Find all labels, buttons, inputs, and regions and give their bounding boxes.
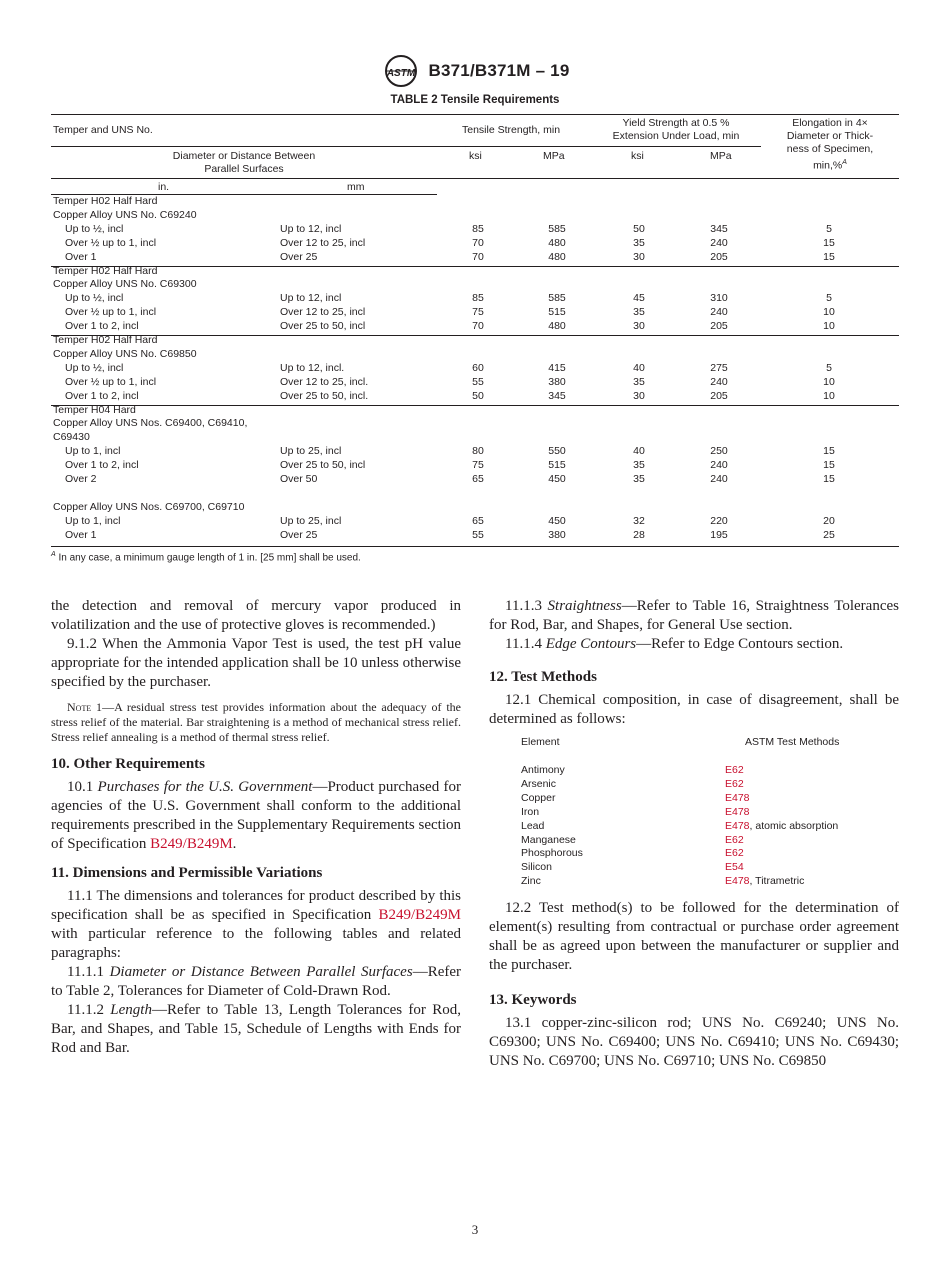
section-13-heading: 13. Keywords: [489, 992, 577, 1008]
note-1: Note 1—A residual stress test provides information about the adequacy of the stress relief of the material. Bar straightening is a method of mechanical stress relief. Stress relief annealing is a method of thermal stress relief.: [51, 700, 461, 744]
element-name: Zinc: [521, 875, 541, 888]
header-tensile: Tensile Strength, min: [462, 124, 561, 136]
header-elong-line4: min,%$^A$: [813, 159, 847, 172]
element-header: Element: [521, 736, 560, 748]
table-cell-ts-ksi: 85: [472, 222, 484, 235]
table-group-label: Temper H04 Hard: [53, 403, 136, 416]
table-group-label: Copper Alloy UNS No. C69240: [53, 208, 197, 221]
table-cell-ts-ksi: 70: [472, 250, 484, 263]
table-cell-mm: Over 25 to 50, incl: [280, 459, 366, 472]
table-cell-ys-ksi: 30: [633, 389, 645, 402]
table-cell-ys-ksi: 35: [633, 375, 645, 388]
section-11-heading: 11. Dimensions and Permissible Variations: [51, 865, 323, 881]
astm-logo-text: ASTM: [386, 68, 415, 79]
table-cell-ys-mpa: 240: [710, 236, 728, 249]
table-cell-elong: 5: [826, 222, 832, 235]
table-cell-ys-ksi: 32: [633, 514, 645, 527]
header-ys-ksi: ksi: [631, 150, 644, 162]
table-cell-mm: Over 12 to 25, incl: [280, 306, 366, 319]
table-cell-elong: 10: [823, 320, 835, 333]
table-cell-ts-ksi: 55: [472, 375, 484, 388]
element-name: Iron: [521, 805, 540, 818]
element-row: [521, 791, 901, 805]
table-cell-ys-mpa: 310: [710, 292, 728, 305]
header-yield-line1: Yield Strength at 0.5 %: [622, 117, 730, 129]
table-cell-ys-mpa: 250: [710, 445, 728, 458]
paragraph-10-1: 10.1 Purchases for the U.S. Government—Product purchased for agencies of the U.S. Government shall conform to the additional requirements prescribed in the Supplementary Requirements section of Specification B249/B249M.: [51, 779, 461, 852]
table-cell-in: Up to ½, incl: [65, 292, 124, 305]
element-row: [521, 805, 901, 819]
table-cell-ys-mpa: 345: [710, 222, 728, 235]
section-10-heading: 10. Other Requirements: [51, 756, 206, 772]
test-method-extra: , Titrametric: [749, 875, 805, 888]
table-cell-ys-mpa: 205: [710, 250, 728, 263]
table-cell-ys-ksi: 40: [633, 361, 645, 374]
header-ts-ksi: ksi: [469, 150, 482, 162]
table-cell-mm: Up to 25, incl: [280, 514, 342, 527]
element-method: [725, 791, 750, 805]
header-diameter-line1: Diameter or Distance Between: [172, 150, 316, 162]
table-cell-in: Over ½ up to 1, incl: [65, 375, 157, 388]
table-cell-elong: 5: [826, 361, 832, 374]
table-cell-in: Over 1 to 2, incl: [65, 389, 139, 402]
page-header: [0, 54, 950, 88]
header-elong-line1: Elongation in 4×: [792, 117, 868, 129]
table-cell-ts-ksi: 65: [472, 514, 484, 527]
element-name: Lead: [521, 819, 545, 832]
table-cell-ys-mpa: 240: [710, 306, 728, 319]
table-cell-ts-mpa: 415: [548, 361, 566, 374]
table-rule-header-mid: [51, 146, 761, 147]
table-cell-in: Up to ½, incl: [65, 361, 124, 374]
table-cell-in: Over 1 to 2, incl: [65, 459, 139, 472]
paragraph-12-2: 12.2 Test method(s) to be followed for the determination of element(s) resulting from contractual or purchase order agreement shall be as agreed upon between the manufacturer or supplier and the purchaser.: [489, 900, 899, 973]
table-cell-ys-ksi: 45: [633, 292, 645, 305]
table-cell-in: Over 1: [65, 250, 97, 263]
table-cell-elong: 10: [823, 389, 835, 402]
table-cell-ys-mpa: 205: [710, 389, 728, 402]
table-group-label: C69430: [53, 431, 90, 444]
element-name: Phosphorous: [521, 847, 583, 860]
table-cell-ts-mpa: 480: [548, 236, 566, 249]
table-group-divider: [51, 335, 899, 336]
table-cell-in: Over ½ up to 1, incl: [65, 306, 157, 319]
element-row: [521, 846, 901, 860]
link-b249-2[interactable]: B249/B249M: [378, 907, 461, 923]
table-cell-ts-ksi: 55: [472, 528, 484, 541]
test-method-link[interactable]: E62: [725, 847, 744, 860]
table-cell-ys-ksi: 40: [633, 445, 645, 458]
paragraph-13-1: 13.1 copper-zinc-silicon rod; UNS No. C69240; UNS No. C69300; UNS No. C69400; UNS No. C69410; UNS No. C69430; UNS No. C69700; UNS No. C69710; UNS No. C69850: [489, 1015, 899, 1069]
element-method: [725, 874, 804, 888]
paragraph-9-1-2: 9.1.2 When the Ammonia Vapor Test is used, the test pH value appropriate for the intended application shall be 10 unless otherwise specified by the purchaser.: [51, 636, 461, 690]
header-elong-line2: Diameter or Thick-: [786, 130, 874, 142]
table-cell-mm: Over 12 to 25, incl.: [280, 375, 369, 388]
element-methods-table: [521, 735, 899, 891]
astm-logo-icon: [381, 54, 421, 88]
table-group-label: Copper Alloy UNS No. C69850: [53, 347, 197, 360]
table-cell-ys-ksi: 35: [633, 236, 645, 249]
test-method-link[interactable]: E478: [725, 819, 750, 832]
element-method: [725, 805, 750, 819]
page-number: 3: [471, 1222, 479, 1237]
table-cell-ts-ksi: 65: [472, 473, 484, 485]
table-cell-ts-ksi: 80: [472, 445, 484, 458]
table-cell-in: Up to 1, incl: [65, 445, 121, 458]
element-method: [725, 833, 744, 847]
table-cell-mm: Over 25 to 50, incl: [280, 320, 366, 333]
table-cell-ys-mpa: 240: [710, 375, 728, 388]
methods-header: ASTM Test Methods: [745, 736, 840, 748]
table-cell-in: Over 2: [65, 473, 97, 485]
table-cell-ts-mpa: 450: [548, 473, 566, 485]
table-cell-ys-mpa: 205: [710, 320, 728, 333]
paragraph-12-1: 12.1 Chemical composition, in case of disagreement, shall be determined as follows:: [489, 692, 899, 727]
table-cell-ys-ksi: 50: [633, 222, 645, 235]
table-group-label: Copper Alloy UNS Nos. C69700, C69710: [53, 500, 245, 513]
table-cell-ts-ksi: 70: [472, 320, 484, 333]
table-cell-ts-ksi: 50: [472, 389, 484, 402]
table-cell-ts-ksi: 85: [472, 292, 484, 305]
section-12-heading: 12. Test Methods: [489, 669, 597, 685]
element-method: [725, 763, 744, 777]
table-title: TABLE 2 Tensile Requirements: [390, 94, 560, 106]
table-cell-ts-ksi: 70: [472, 236, 484, 249]
table-cell-ts-mpa: 480: [548, 320, 566, 333]
table-cell-elong: 15: [823, 473, 835, 485]
paragraph-continuation: the detection and removal of mercury vapor produced in volatilization and the use of protective gloves is recommended.): [51, 598, 461, 633]
table-cell-in: Over 1: [65, 528, 97, 541]
element-method: [725, 846, 744, 860]
table-cell-elong: 15: [823, 250, 835, 263]
paragraph-11-1: 11.1 The dimensions and tolerances for product described by this specification shall be as specified in Specification B249/B249M with particular reference to the following tables and related paragraphs:: [51, 888, 461, 961]
document-id: B371/B371M – 19: [428, 61, 570, 80]
table-rule-header-bottom: [51, 178, 899, 179]
paragraph-11-1-1: 11.1.1 Diameter or Distance Between Parallel Surfaces—Refer to Table 2, Tolerances for Diameter of Cold-Drawn Rod.: [51, 964, 461, 999]
element-name: Copper: [521, 791, 556, 804]
table-cell-mm: Up to 12, incl: [280, 292, 342, 305]
table-group-label: Temper H02 Half Hard: [53, 264, 158, 277]
table-cell-ts-mpa: 380: [548, 528, 566, 541]
table-cell-in: Over ½ up to 1, incl: [65, 236, 157, 249]
test-method-link[interactable]: E62: [725, 764, 744, 776]
element-row: [521, 819, 901, 833]
table-rule-top: [51, 114, 899, 115]
header-elong-line3: ness of Specimen,: [786, 143, 874, 155]
table-cell-ts-mpa: 380: [548, 375, 566, 388]
header-diameter-line2: Parallel Surfaces: [204, 163, 284, 175]
table-cell-ys-mpa: 275: [710, 361, 728, 374]
table-cell-mm: Up to 25, incl: [280, 445, 342, 458]
table-cell-ys-ksi: 30: [633, 250, 645, 263]
table-footnote: $^A$ In any case, a minimum gauge length of 1 in. [25 mm] shall be used.: [51, 551, 361, 564]
header-in: in.: [158, 181, 170, 193]
table-cell-mm: Over 25: [280, 528, 318, 541]
table-cell-ts-ksi: 75: [472, 459, 484, 472]
table-cell-ts-ksi: 75: [472, 306, 484, 319]
left-column: [51, 597, 461, 1058]
table-cell-ys-mpa: 195: [710, 528, 728, 541]
table-group-label: Copper Alloy UNS Nos. C69400, C69410,: [53, 417, 248, 430]
element-row: [521, 874, 901, 888]
right-column: [489, 597, 899, 1071]
table-cell-ys-ksi: 30: [633, 320, 645, 333]
paragraph-11-1-2: 11.1.2 Length—Refer to Table 13, Length Tolerances for Rod, Bar, and Shapes, and Table 15, Schedule of Lengths with Ends for Rod and Bar.: [51, 1002, 461, 1056]
table-cell-ys-ksi: 28: [633, 528, 645, 541]
table-cell-ts-mpa: 550: [548, 445, 566, 458]
table-cell-ys-mpa: 220: [710, 514, 728, 527]
element-name: Manganese: [521, 833, 576, 846]
header-yield-line2: Extension Under Load, min: [612, 130, 740, 142]
test-method-link[interactable]: E478: [725, 875, 750, 888]
element-row: [521, 777, 901, 791]
table-cell-elong: 10: [823, 306, 835, 319]
table-cell-elong: 25: [823, 528, 835, 541]
table-cell-ts-mpa: 345: [548, 389, 566, 402]
table-group-divider: [51, 405, 899, 406]
table-cell-elong: 15: [823, 445, 835, 458]
table-cell-mm: Up to 12, incl.: [280, 361, 345, 374]
table-cell-ts-mpa: 585: [548, 292, 566, 305]
tensile-requirements-table: [51, 112, 899, 548]
table-cell-ts-mpa: 585: [548, 222, 566, 235]
header-mm: mm: [347, 181, 365, 193]
element-row: [521, 833, 901, 847]
header-temper: Temper and UNS No.: [53, 124, 153, 136]
table-cell-mm: Over 50: [280, 473, 318, 485]
table-cell-ys-ksi: 35: [633, 306, 645, 319]
table-cell-in: Up to ½, incl: [65, 222, 124, 235]
table-cell-ys-mpa: 240: [710, 459, 728, 472]
paragraph-11-1-3: 11.1.3 Straightness—Refer to Table 16, Straightness Tolerances for Rod, Bar, and Shapes, for General Use section.: [489, 598, 899, 633]
element-method: [725, 819, 838, 833]
table-cell-ys-mpa: 240: [710, 473, 728, 485]
table-group-label: Temper H02 Half Hard: [53, 334, 158, 346]
test-method-link[interactable]: E478: [725, 791, 750, 804]
table-cell-in: Over 1 to 2, incl: [65, 320, 139, 333]
element-name: Arsenic: [521, 777, 557, 790]
element-row: [521, 860, 901, 874]
table-cell-mm: Up to 12, incl: [280, 222, 342, 235]
test-method-link[interactable]: E62: [725, 777, 744, 790]
test-method-extra: , atomic absorption: [749, 819, 839, 832]
table-cell-mm: Over 12 to 25, incl: [280, 236, 366, 249]
element-name: Antimony: [521, 764, 565, 776]
table-cell-in: Up to 1, incl: [65, 514, 121, 527]
table-cell-elong: 5: [826, 292, 832, 305]
table-cell-ts-mpa: 515: [548, 459, 566, 472]
table-cell-elong: 20: [823, 514, 835, 527]
test-method-link[interactable]: E62: [725, 833, 744, 846]
table-cell-ts-mpa: 480: [548, 250, 566, 263]
table-cell-ts-mpa: 450: [548, 514, 566, 527]
table-cell-ys-ksi: 35: [633, 459, 645, 472]
test-method-link[interactable]: E54: [725, 861, 744, 874]
table-cell-mm: Over 25: [280, 250, 318, 263]
element-name: Silicon: [521, 861, 552, 874]
table-rule-bottom: [51, 546, 899, 547]
element-method: [725, 860, 744, 874]
table-cell-elong: 10: [823, 375, 835, 388]
table-cell-mm: Over 25 to 50, incl.: [280, 389, 369, 402]
table-group-label: Copper Alloy UNS No. C69300: [53, 278, 197, 291]
header-ys-mpa: MPa: [710, 150, 732, 162]
table-group-divider: [51, 266, 899, 267]
table-cell-elong: 15: [823, 459, 835, 472]
element-method: [725, 777, 744, 791]
table-cell-ts-mpa: 515: [548, 306, 566, 319]
element-row: [521, 763, 901, 777]
test-method-link[interactable]: E478: [725, 805, 750, 818]
table-cell-ys-ksi: 35: [633, 473, 645, 485]
table-cell-elong: 15: [823, 236, 835, 249]
table-group-label: Temper H02 Half Hard: [53, 195, 158, 207]
paragraph-11-1-4: 11.1.4 Edge Contours—Refer to Edge Contours section.: [505, 636, 844, 652]
link-b249-1[interactable]: B249/B249M: [150, 836, 233, 852]
table-cell-ts-ksi: 60: [472, 361, 484, 374]
header-ts-mpa: MPa: [543, 150, 565, 162]
